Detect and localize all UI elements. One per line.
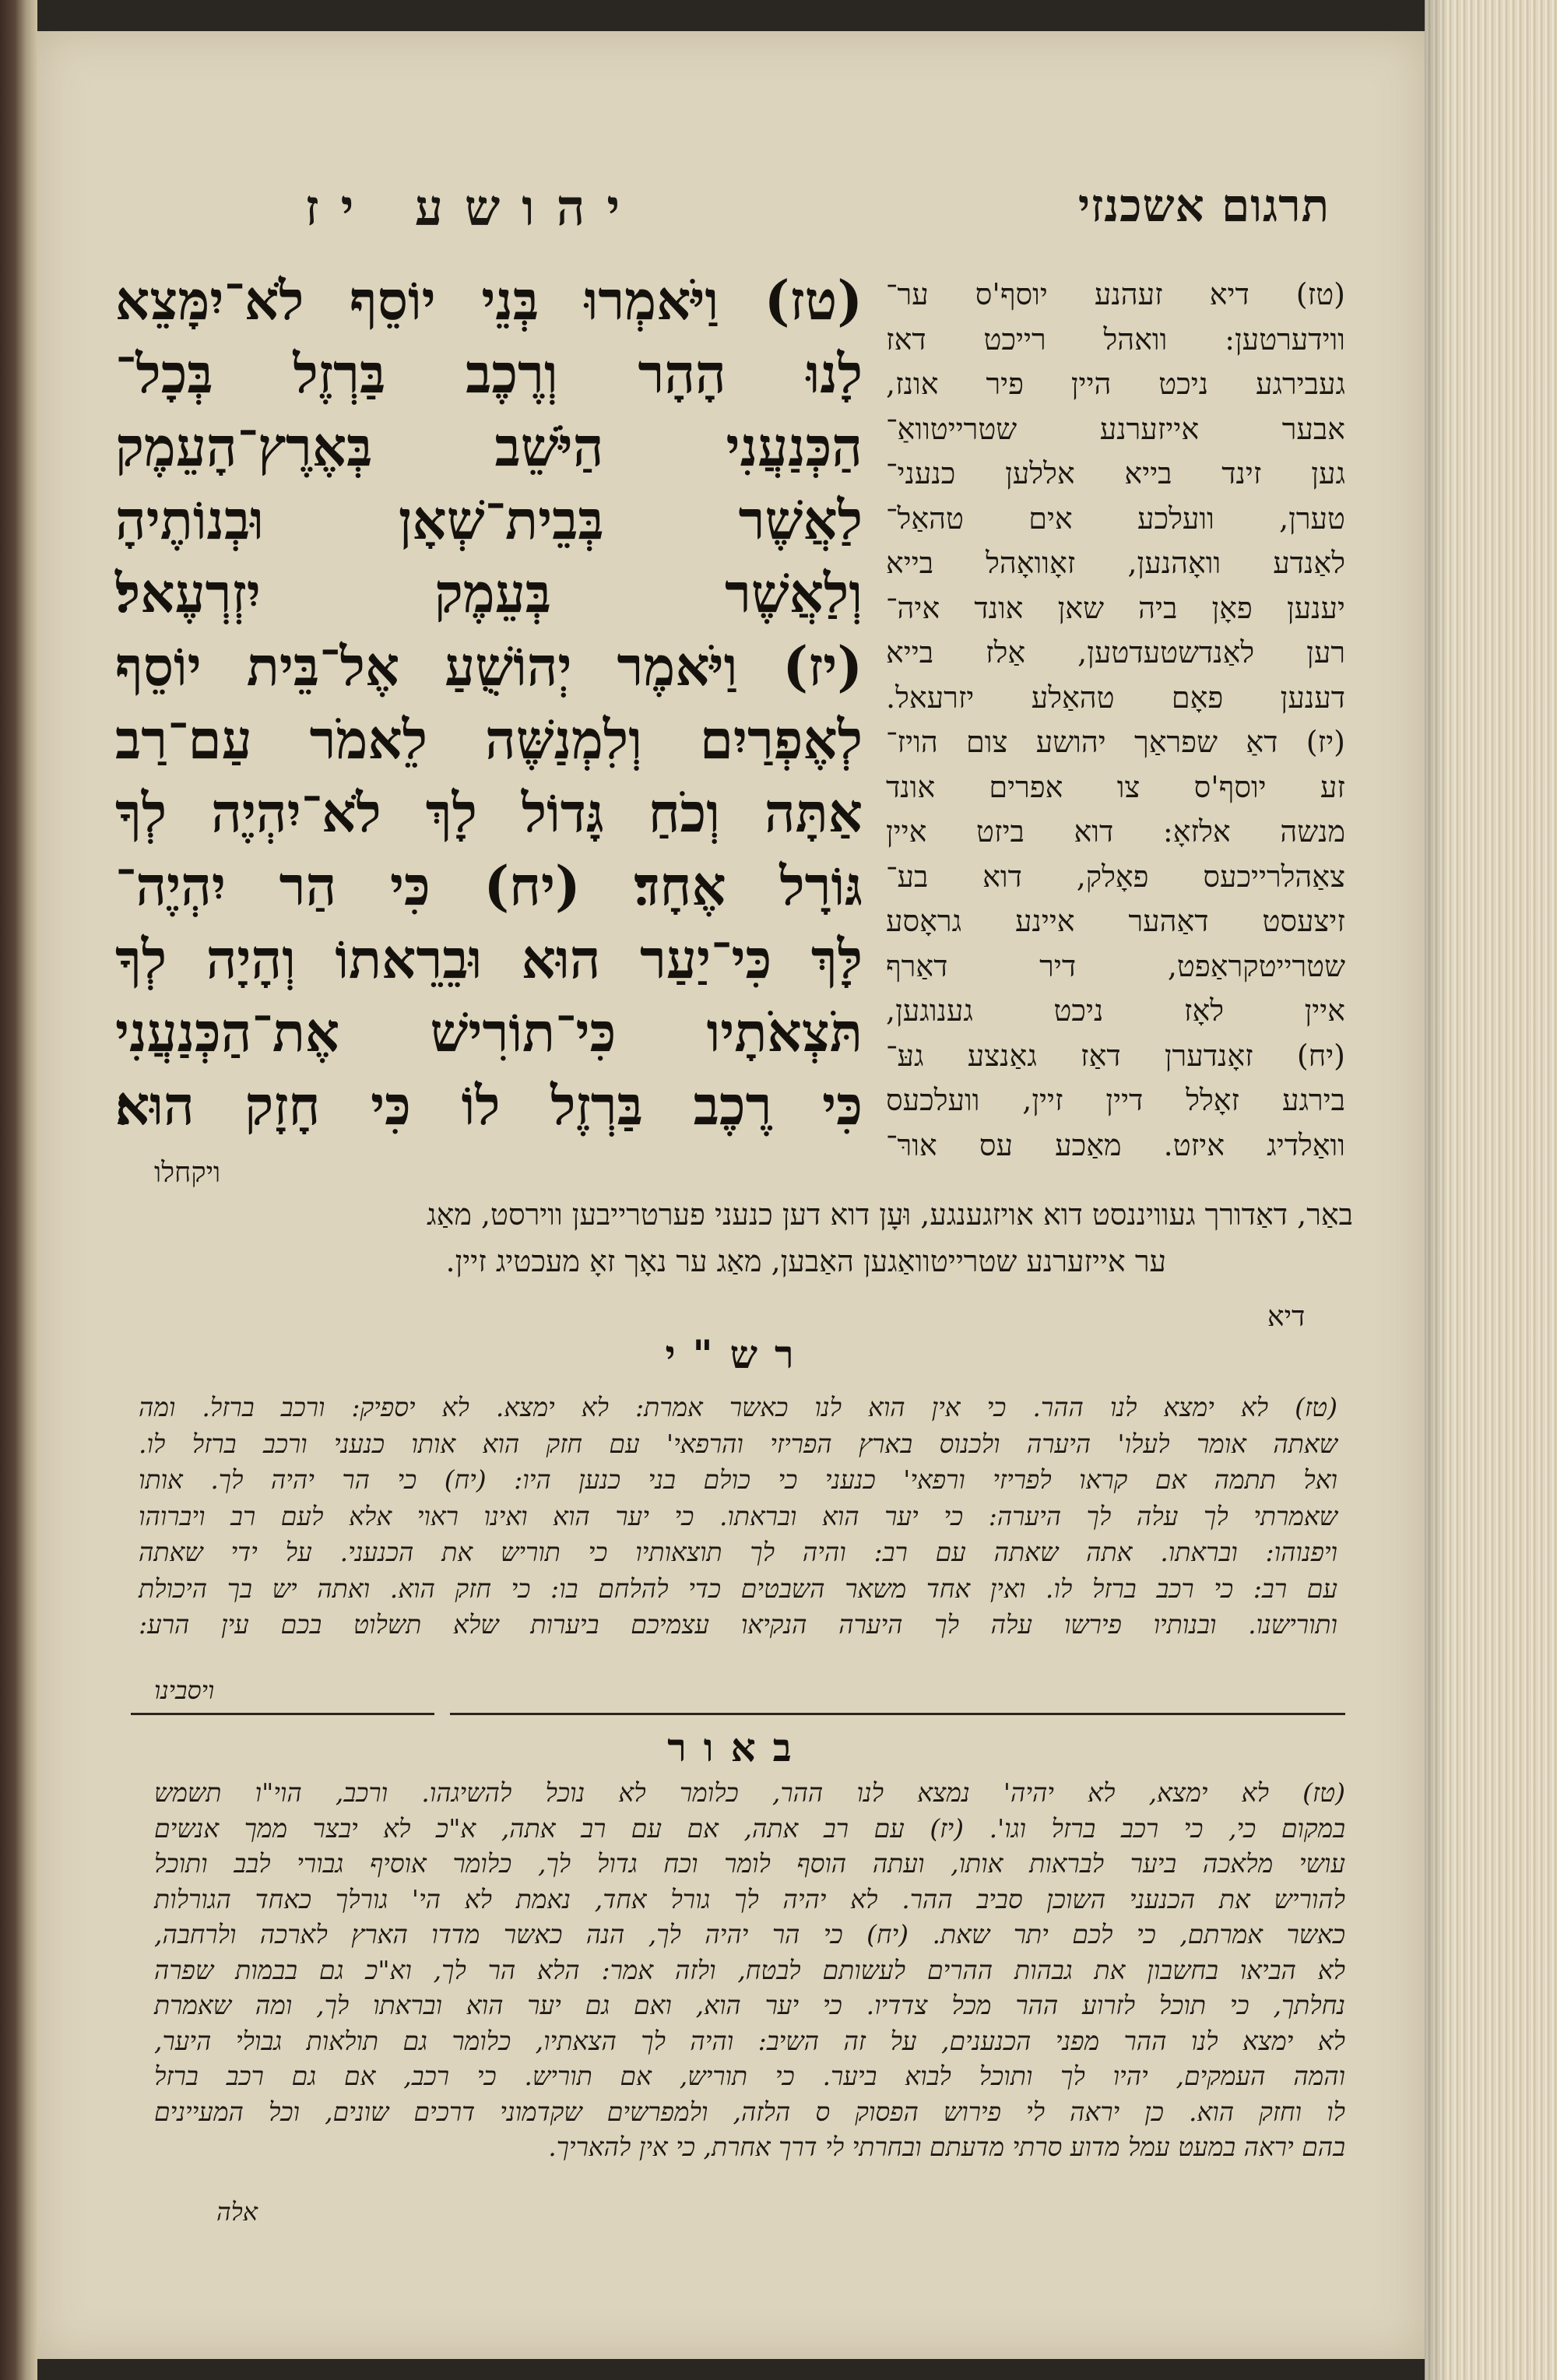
rashi-line: ותורישנו. ובנותיו פירשו עלה לך היערה הנקיאו עצמיכם ביערות שלא תשלוט בכם עין הרע:	[139, 1609, 1337, 1640]
running-header-targum: תרגום אשכנזי	[1077, 179, 1330, 232]
targum-line: וואַלדיג איזט. מאַכע עס אורּ־	[886, 1127, 1345, 1162]
biur-heading: באור	[667, 1724, 809, 1770]
targum-line: רען לאַנדשטעדטען, אַלז בייא	[886, 635, 1345, 670]
targum-line: בירגע זאָלל דיין זיין, וועלכעס	[886, 1083, 1345, 1117]
hebrew-text-column	[115, 265, 863, 1143]
running-header-book: יהושע יז	[304, 179, 642, 237]
hebrew-line: הַכְּנַעֲנִי הַיֹּשֵׁב בְּאֶרֶץ־הָעֵמֶק	[115, 416, 863, 479]
hebrew-line: לַאֲשֶׁר בְּבֵית־שְׁאָן וּבְנוֹתֶיהָ	[115, 489, 863, 552]
biur-catchword: אלה	[216, 2197, 258, 2227]
targum-line: גען זינד בייא אללען כנעני־	[886, 456, 1345, 490]
targum-line: געבירגע ניכט היין פיר אונז,	[886, 367, 1345, 401]
targum-line: מנשה אלזאָ: דוא ביזט איין	[886, 814, 1345, 849]
rashi-line: שאתה אומר לעלו' היערה ולכנוס בארץ הפריזי והרפאי' עם חזק הוא אותו כנעני ורכב ברזל לו.	[139, 1428, 1337, 1459]
rashi-heading: רש"י	[665, 1331, 811, 1377]
rashi-catchword: ויסבינו	[154, 1675, 215, 1705]
hebrew-line: גּוֹרָל אֶחָד׃ (יח) כִּי הַר יִהְיֶה־	[115, 855, 863, 918]
biur-line: עושי מלאכה ביער לבראות אותו, ועתה הוסף לומר וכח גדול לך, כלומר אוסיף גבורי לבב ותוכל	[154, 1848, 1346, 1879]
targum-column	[886, 272, 1345, 1168]
targum-line: טערן, וועלכע אים טהאַל־	[886, 501, 1345, 536]
hebrew-line: אַתָּה וְכֹחַ גָּדוֹל לָךְ לֹא־יִהְיֶה לְךָ	[115, 782, 863, 845]
book-gutter	[0, 0, 37, 2380]
biur-line: (טז) לא ימצא, לא יהיה' נמצא לנו ההר, כלומר לא נוכל להשיגהו. ורכב, הוי"ו תשמש	[154, 1777, 1345, 1808]
targum-line: (יח) זאָנדערן דאַז גאַנצע געּ־	[886, 1038, 1345, 1073]
targum-catchword: דיא	[1267, 1301, 1306, 1333]
rashi-line: עם רב: כי רכב ברזל לו. ואין אחד משאר השבטים כדי להלחם בו: כי חזק הוא. ואתה יש בך היכולת	[139, 1573, 1337, 1604]
biur-line: במקום כי, כי רכב ברזל וגו'. (יז) עם רב אתה, אם עם רב אתה, א"כ לא יבצר ממך אנשים	[154, 1812, 1345, 1844]
hebrew-line: וְלַאֲשֶׁר בְּעֵמֶק יִזְרְעֶאל׃	[115, 562, 863, 625]
biur-line: לו וחזק הוא. כן יראה לי פירוש הפסוק ס הלזה, ולמפרשים שקדמוני דרכים שונים, וכל המעיינים	[154, 2096, 1345, 2127]
targum-line: זע יוסף'ס צו אפרים אונד	[886, 769, 1345, 804]
targum-line: יענען פאָן ביה שאן אונד איה־	[886, 590, 1345, 625]
hebrew-line: לְאֶפְרַיִם וְלִמְנַשֶּׁה לֵאמֹר עַם־רַב	[115, 708, 863, 772]
targum-line: זיצעסט דאַהער איינע גראָסע	[886, 904, 1345, 938]
targum-full-line: באַר, דאַדורך געוויננסט דוא אויזגענגע, וּעָן דוא דען כנעני פערטרייבען ווירסט, מאַג	[427, 1197, 1353, 1232]
targum-line: ווידערטען: וואהל רייכט דאז	[886, 322, 1345, 357]
targum-line: לאַנדע וואָהנען, זאָוואָהל בייא	[886, 546, 1345, 580]
biur-line: לא הביאו בחשבון את גבהות ההרים לעשותם לבטח, ולזה אמר: הלא הר לך, וא"כ גם בבמות שפרה	[154, 1954, 1345, 1985]
hebrew-line: כִּי רֶכֶב בַּרְזֶל לוֹ כִּי חָזָק הוּא׃	[115, 1074, 863, 1137]
targum-full-line: ער אייזערנע שטרייטוואַגען האַבען, מאַג ער נאָך זאָ מעכטיג זיין.	[445, 1244, 1166, 1278]
targum-continuation	[123, 1191, 1353, 1285]
page-shadow	[1425, 0, 1448, 2380]
hebrew-catchword: ויקחלו	[154, 1157, 221, 1189]
book-page	[37, 31, 1425, 2359]
hebrew-line: (טז) וַיֹּאמְרוּ בְּנֵי יוֹסֵף לֹא־יִמָּצֵא	[115, 269, 863, 332]
biur-line: כאשר אמרתם, כי לכם יתר שאת. (יח) כי הר יהיה לך, הנה כאשר מדדו הארץ לארכה ולרחבה,	[154, 1919, 1345, 1949]
biur-commentary	[154, 1775, 1345, 2165]
rashi-line: ואל תתמה אם קראו לפריזי ורפאי' כנעני כי כולם בני כנען היו: (יח) כי הר יהיה לך. אותו	[139, 1464, 1337, 1495]
rashi-line: (טז) לא ימצא לנו ההר. כי אין הוא לנו כאשר אמרת: לא ימצא. לא יספיק: ורכב ברזל. ומה	[139, 1392, 1337, 1422]
divider-rule	[131, 1713, 434, 1715]
biur-line: והמה העמקים, יהיו לך ותוכל לבוא ביער. כי תוריש, אם תוריש. כי רכב, אם גם רכב ברזל	[154, 2061, 1345, 2091]
hebrew-line: (יז) וַיֹּאמֶר יְהוֹשֻׁעַ אֶל־בֵּית יוֹסֵף	[115, 635, 863, 698]
rashi-line: שאמרתי לך עלה לך היערה: כי יער הוא ובראתו. כי יער הוא ואינו ראוי אלא לעם רב ויברוהו	[139, 1500, 1337, 1531]
targum-line: דענען פאָם טהאַלע יזרעאל.	[886, 680, 1345, 715]
targum-line: (יז) דאַ שפראַך יהושע צום הויז־	[886, 725, 1345, 759]
targum-line: איין לאָז ניכט גענוגען,	[886, 993, 1345, 1028]
biur-line: להוריש את הכנעני השוכן סביב ההר. לא יהיה לך גורל אחד, נאמת לא הי' גורלך כאחד הגורלות	[154, 1883, 1345, 1914]
rashi-line: ויפנוהו: ובראתו. אתה שאתה עם רב: והיה לך תוצאותיו כי תוריש את הכנעני. על ידי שאתה	[139, 1537, 1337, 1567]
targum-line: אבער אייזערנע שטרייטוואַ־	[886, 411, 1345, 446]
targum-line: שטרייטקראַפט, דיר דאַרף	[886, 948, 1345, 983]
biur-line: נחלתך, כי תוכל לזרוע ההר מכל צדדיו. כי יער הוא, ואם גם יער הוא ובראתו לך, ומה שאמרת	[154, 1990, 1345, 2020]
divider-rule	[450, 1713, 1345, 1715]
biur-line: לא ימצא לנו ההר מפני הכנענים, על זה השיב: והיה לך הצאתיו, כלומר גם תולאות גבולי היער,	[154, 2025, 1345, 2056]
rashi-commentary	[139, 1390, 1337, 1644]
targum-line: (טז) דיא זעהנע יוסף'ס ער־	[886, 277, 1345, 311]
targum-line: צאַהלרייכעס פאָלק, דוא בע־	[886, 859, 1345, 894]
hebrew-line: לָּךְ כִּי־יַעַר הוּא וּבֵרֵאתוֹ וְהָיָה לְךָ	[115, 928, 863, 991]
hebrew-line: תֹּצְאֹתָיו כִּי־תוֹרִישׁ אֶת־הַכְּנַעֲנִי	[115, 1001, 863, 1064]
hebrew-line: לָנוּ הָהָר וְרֶכֶב בַּרְזֶל בְּכָל־	[115, 343, 863, 406]
biur-line: בהם יראה במעט עמל מדוע סרתי מדעתם ובחרתי לי דרך אחרת, כי אין להאריך.	[548, 2132, 1345, 2162]
